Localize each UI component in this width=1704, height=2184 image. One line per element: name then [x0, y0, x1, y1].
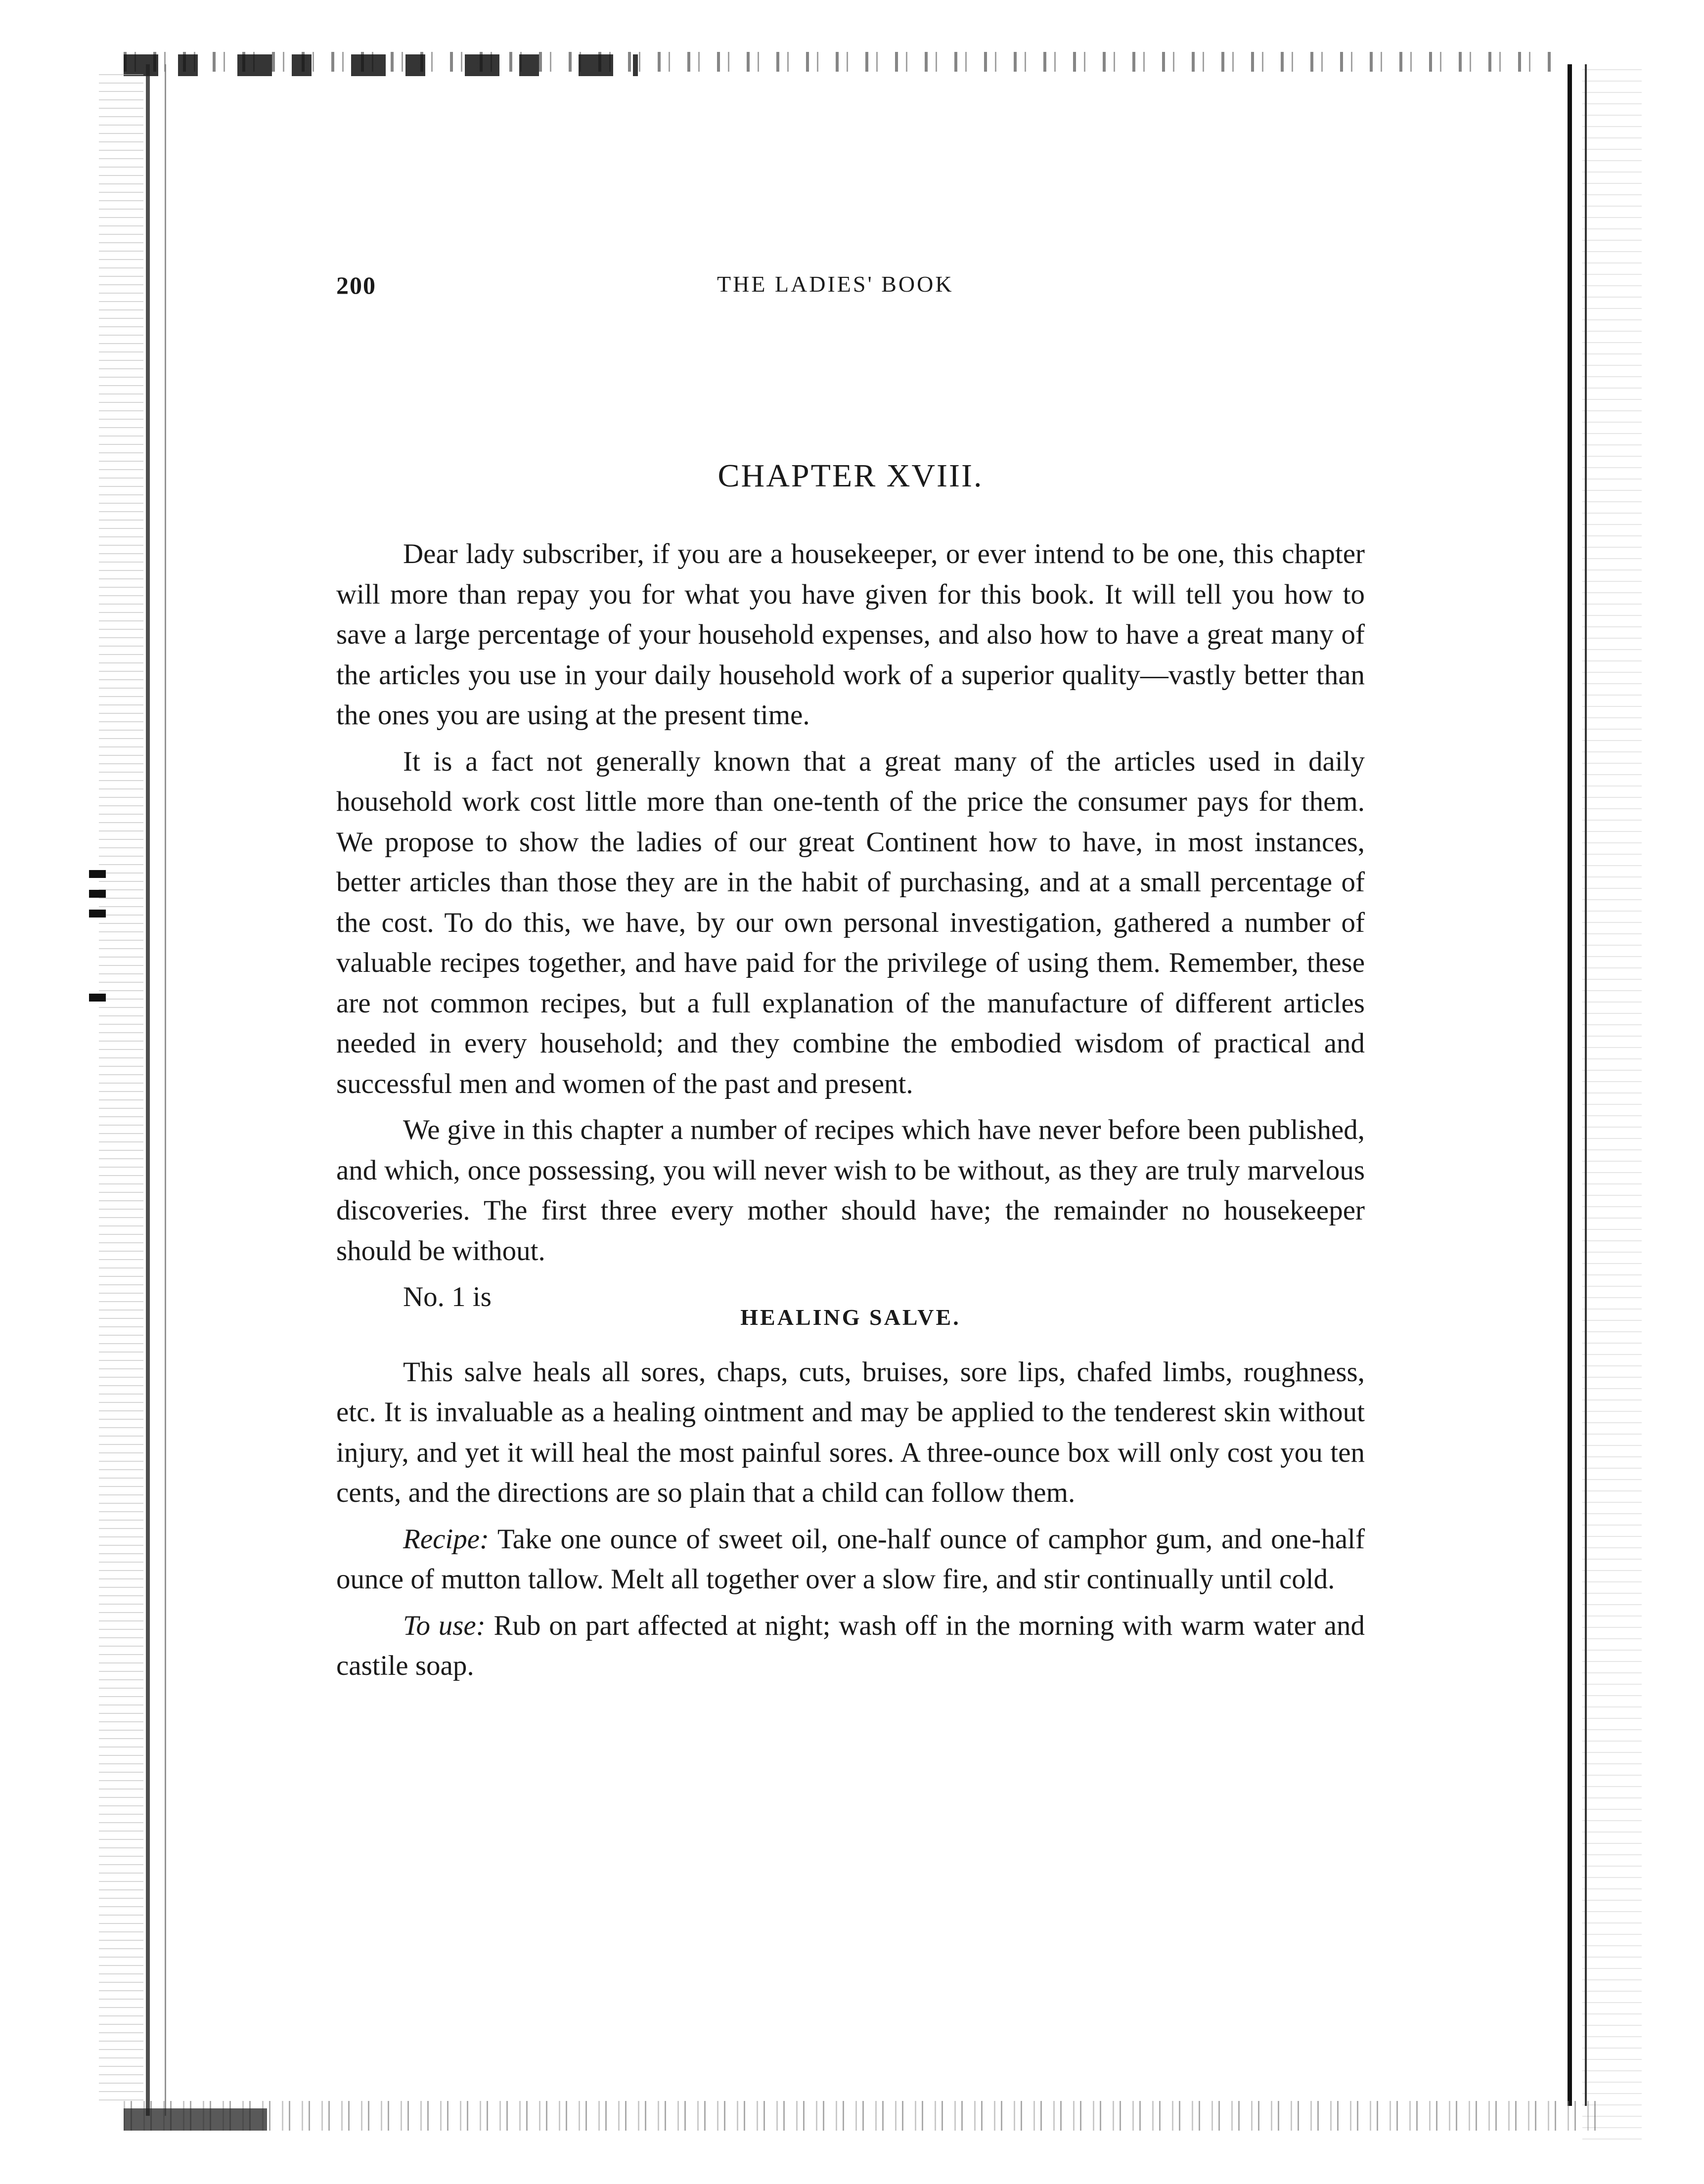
paragraph-articles: It is a fact not generally known that a great many of the articles used in daily household work cost little more than one-tenth of the price the consumer pays for them. We propose to show the ladies of our great Continent how to have, in most instances, better articles than those they are in the habit of purchasing, and at a small percentage of the cost. To do this, we have, by our own personal investigation, gathered a number of valuable recipes together, and have paid for the privilege of using them. Remember, these are not common recipes, but a full explanation of the manufacture of different articles needed in every household; and they combine the embodied wisdom of practical and successful men and women of the past and present.: [336, 745, 1365, 1099]
scan-right-speckle: [1582, 69, 1642, 2145]
page-number: 200: [336, 271, 376, 299]
recipe-intro: No. 1 is: [403, 1281, 492, 1312]
scan-left-rule: [146, 64, 166, 2116]
usage-text: Rub on part affected at night; wash off in the morning with warm water and castile soap.: [336, 1610, 1365, 1681]
scan-left-mark: [89, 870, 106, 878]
scan-left-mark: [89, 890, 106, 898]
scan-left-speckle: [99, 74, 143, 2101]
chapter-heading: CHAPTER XVIII.: [717, 458, 984, 494]
book-title: THE LADIES' BOOK: [717, 271, 954, 297]
recipe-description: This salve heals all sores, chaps, cuts, bruises, sore lips, chafed limbs, roughness, etc. It is invaluable as a healing ointment and may be applied to the tenderest skin without injury, and yet it will heal the most painful sores. A three-ounce box will only cost you ten cents, and the directions are so plain that a child can follow them.: [336, 1356, 1365, 1508]
paragraph-recipes: We give in this chapter a number of recipes which have never before been published, and which, once possessing, you will never wish to be without, as they are truly marvelous discoveries. The first three every mother should have; the remainder no housekeeper should be without.: [336, 1114, 1365, 1267]
scan-top-block: [124, 54, 638, 76]
recipe-paragraph: [336, 1519, 1365, 1600]
running-head: [336, 271, 1365, 301]
paragraph-intro: Dear lady subscriber, if you are a housekeeper, or ever intend to be one, this chapter will more than repay you for what you have given for this book. It will tell you how to save a large percentage of your household expenses, and also how to have a great many of the articles you use in your daily household work of a superior quality—vastly better than the ones you are using at the present time.: [336, 538, 1365, 731]
usage-label: To use:: [403, 1610, 486, 1641]
scan-left-mark: [89, 910, 106, 917]
body-text: [336, 534, 1365, 1692]
scan-right-rule: [1568, 64, 1587, 2106]
recipe-label: Recipe:: [403, 1523, 490, 1555]
usage-paragraph: [336, 1606, 1365, 1686]
scan-bottom-edge: [124, 2101, 1607, 2131]
recipe-text: Take one ounce of sweet oil, one-half ounce of camphor gum, and one-half ounce of mutton tallow. Melt all together over a slow fire, and stir continually until cold.: [336, 1523, 1365, 1595]
scan-left-mark: [89, 994, 106, 1002]
scan-bottom-block: [124, 2108, 267, 2131]
section-heading: HEALING SALVE.: [740, 1304, 961, 1330]
